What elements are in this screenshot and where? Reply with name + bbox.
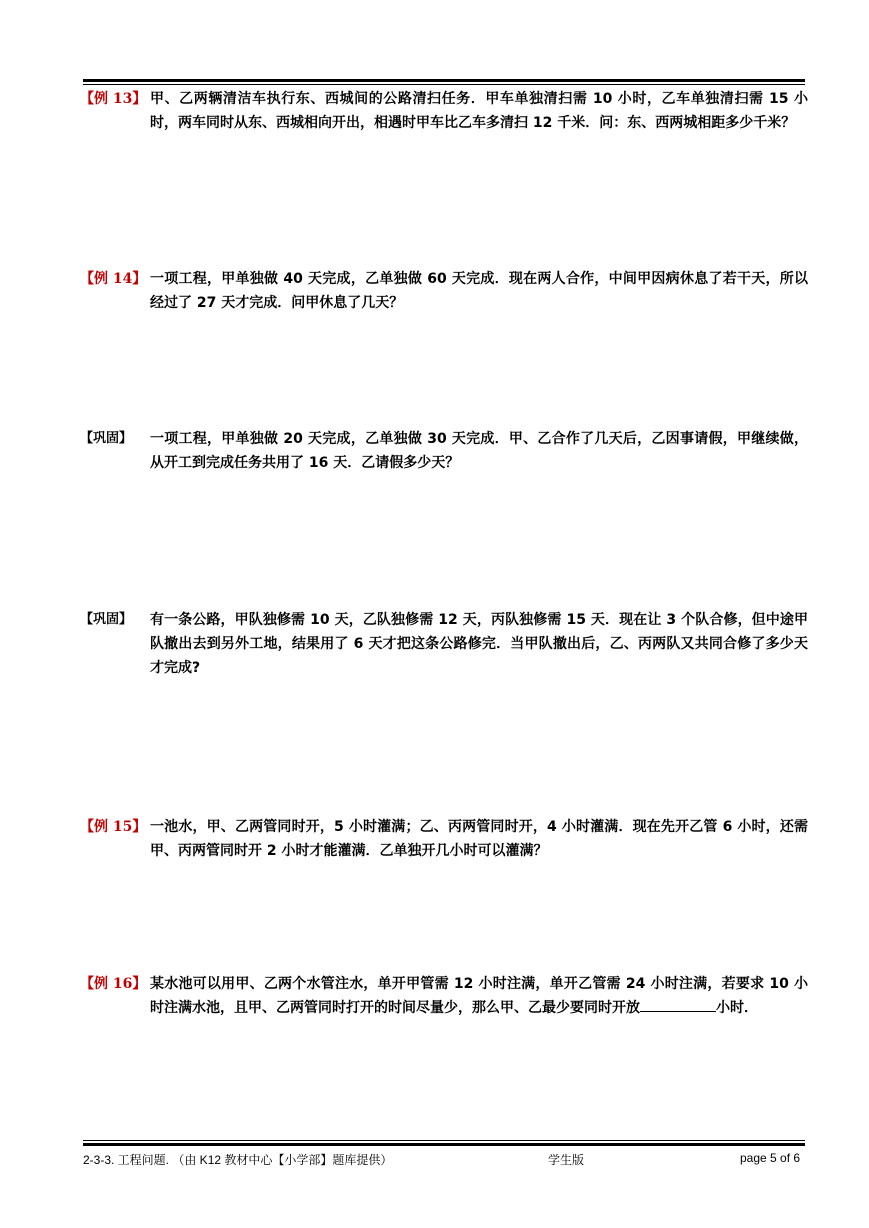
problem-text-before: 某水池可以用甲、乙两个水管注水，单开甲管需 12 小时注满，单开乙管需 24 小时注满，若要求 10 小时注满水池，且甲、乙两管同时打开的时间尽量少，那么甲、乙最少要同时开放 — [150, 976, 808, 1016]
header-rule-thin — [83, 84, 805, 85]
header-rule-thick — [83, 79, 805, 82]
problem-text: 甲、乙两辆清洁车执行东、西城间的公路清扫任务．甲车单独清扫需 10 小时，乙车单独清扫需 15 小时，两车同时从东、西城相向开出，相遇时甲车比乙车多清扫 12 千米．问：东、西两城相距多少千米？ — [150, 91, 808, 131]
problem-text — [150, 972, 808, 1020]
problem-consolidate-2 — [80, 608, 808, 680]
problem-tag: 【例 16】 — [80, 976, 147, 992]
problem-tag: 【例 13】 — [80, 91, 147, 107]
problem-example-16 — [80, 972, 808, 1020]
problem-text: 一项工程，甲单独做 20 天完成，乙单独做 30 天完成．甲、乙合作了几天后，乙因事请假，甲继续做，从开工到完成任务共用了 16 天．乙请假多少天？ — [150, 431, 808, 471]
problem-text: 一池水，甲、乙两管同时开，5 小时灌满；乙、丙两管同时开，4 小时灌满．现在先开乙管 6 小时，还需甲、丙两管同时开 2 小时才能灌满．乙单独开几小时可以灌满？ — [150, 819, 808, 859]
problem-tag: 【例 14】 — [80, 271, 147, 287]
problem-text: 一项工程，甲单独做 40 天完成，乙单独做 60 天完成．现在两人合作，中间甲因病休息了若干天，所以经过了 27 天才完成．问甲休息了几天？ — [150, 271, 808, 311]
problem-text-after: 小时． — [716, 1000, 758, 1016]
footer-rule-thick — [83, 1143, 805, 1146]
problem-consolidate-1 — [80, 427, 808, 475]
footer-source: 2-3-3. 工程问题. （由 K12 教材中心【小学部】题库提供） — [83, 1153, 393, 1167]
problem-tag: 【例 15】 — [80, 819, 147, 835]
problem-example-14 — [80, 267, 808, 315]
footer-rule-thin — [83, 1140, 805, 1141]
problem-tag: 【巩固】 — [80, 431, 133, 446]
problem-example-15 — [80, 815, 808, 863]
answer-blank[interactable] — [640, 997, 716, 1012]
problem-text: 有一条公路，甲队独修需 10 天，乙队独修需 12 天，丙队独修需 15 天．现在让 3 个队合修，但中途甲队撤出去到另外工地，结果用了 6 天才把这条公路修完．当甲队撤出后，乙、丙两队又共同合修了多少天才完成? — [150, 612, 808, 676]
footer-page-number: page 5 of 6 — [740, 1151, 801, 1165]
problem-example-13 — [80, 87, 808, 135]
footer-edition: 学生版 — [548, 1153, 585, 1167]
problem-tag: 【巩固】 — [80, 612, 133, 627]
